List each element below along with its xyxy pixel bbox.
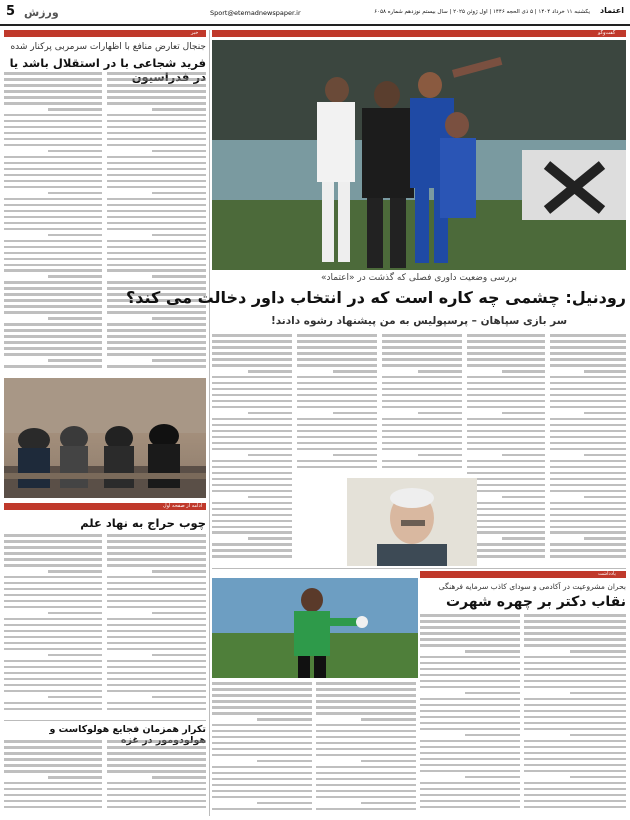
email: Sport@etemadnewspaper.ir <box>210 9 301 17</box>
bottom-body-left <box>4 740 102 816</box>
goalkeeper-photo <box>212 578 418 678</box>
left-headline: فرید شجاعی با در استقلال باشد یا <box>9 56 206 70</box>
middle-body-right <box>107 534 206 716</box>
lead-body-col-1 <box>212 334 292 564</box>
middle-body-left <box>4 534 102 716</box>
middle-headline: چوب حراج به نهاد علم <box>80 516 206 530</box>
left-tag: خبر <box>188 30 201 37</box>
lead-tag-bar <box>212 30 626 37</box>
page-number: 5 <box>6 4 16 19</box>
football-scene <box>212 40 626 270</box>
lead-subhead: سر بازی سپاهان – پرسپولیس به من پیشنهاد رشوه دادند! <box>270 315 568 327</box>
lead-headline: رودنیل: چشمی چه کاره است که در انتخاب داور دخالت می کند؟ <box>125 288 626 307</box>
lead-body-col-4 <box>467 334 545 564</box>
logo: اعتماد <box>600 6 624 15</box>
masthead-bar <box>0 0 630 26</box>
lower-body-col-3 <box>420 614 520 816</box>
lead-body-col-5 <box>550 334 626 564</box>
goalkeeper-figure <box>212 578 418 678</box>
bottom-divider <box>4 720 206 721</box>
left-tag-bar <box>4 30 206 37</box>
left-body-text <box>4 72 102 372</box>
lower-headline: نقاب دکتر بر چهره شهرت <box>446 594 626 610</box>
portrait-photo <box>347 478 477 566</box>
bottom-headline: تکرار همزمان فجایع هولوکاست و <box>49 724 206 735</box>
middle-tag: ادامه از صفحه اول <box>160 503 205 510</box>
lead-photo-caption: بررسی وضعیت داوری فصلی که گذشت در «اعتماد» <box>320 273 517 283</box>
lower-kicker: بحران مشروعیت در آکادمی و سودای کاذب سرمایه فرهنگی <box>438 582 626 591</box>
lower-body-col-2 <box>316 682 416 816</box>
bottom-body-right <box>107 740 206 816</box>
lower-divider <box>212 568 626 569</box>
date-line: یکشنبه ۱۱ خرداد ۱۴۰۴ | ۵ ذی الحجه ۱۴۴۶ | اول ژوئن ۲۰۲۵ | سال بیستم نوزدهم شماره ۶۰۵۸ <box>374 9 590 15</box>
lower-body-col-1 <box>212 682 312 816</box>
lower-body-col-4 <box>524 614 626 816</box>
left-body-text-2 <box>107 72 206 372</box>
portrait-figure <box>347 478 477 566</box>
section-title: ورزش <box>24 6 59 19</box>
women-photo-figures <box>4 378 206 498</box>
lead-photo <box>212 40 626 270</box>
women-photo <box>4 378 206 498</box>
lead-body-col-2 <box>297 334 377 474</box>
column-divider <box>209 30 210 816</box>
lead-body-col-3 <box>382 334 462 474</box>
left-kicker: جنجال تعارض منافع با اظهارات سرمربی پرکنار شده <box>10 42 206 52</box>
lower-tag: یادداشت <box>595 571 619 578</box>
lead-tag: گفت‌وگو <box>595 30 618 37</box>
